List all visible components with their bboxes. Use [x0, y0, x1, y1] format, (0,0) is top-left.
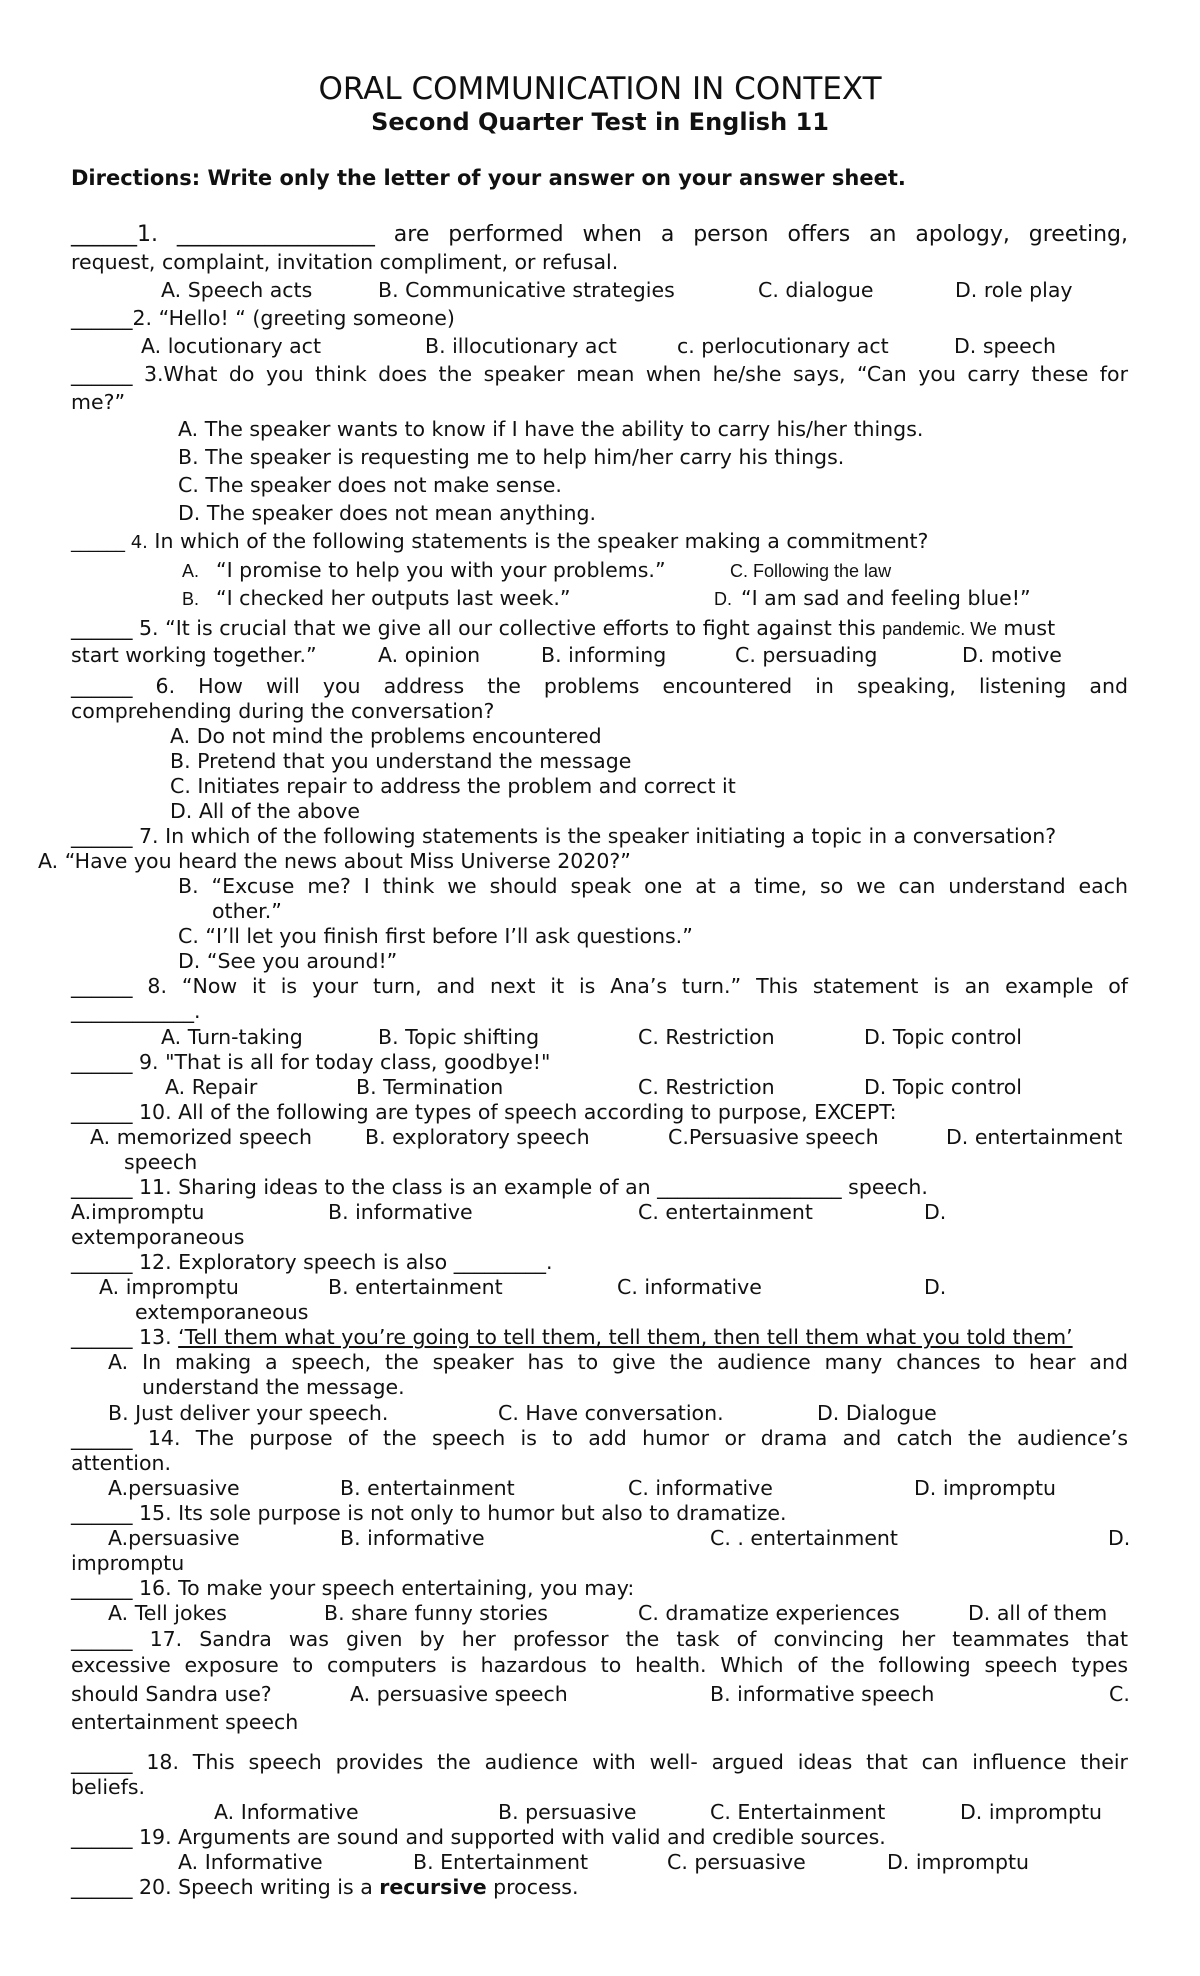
- option-a: A. locutionary act: [141, 334, 321, 358]
- question-text: ____________.: [71, 999, 201, 1023]
- option-b: B. share funny stories: [324, 1601, 548, 1625]
- question-text: [71, 531, 928, 552]
- question-text: beliefs.: [71, 1775, 146, 1799]
- question-text: ______ 9. "That is all for today class, goodbye!": [71, 1050, 551, 1074]
- option-b-letter: B.: [182, 589, 200, 609]
- directions: Directions: Write only the letter of your answer on your answer sheet.: [71, 166, 906, 190]
- option-d: D. entertainment: [946, 1125, 1123, 1149]
- option-d: D. motive: [962, 643, 1062, 667]
- question-text: ______ 3.What do you think does the speaker mean when he/she says, “Can you carry these for: [71, 362, 1128, 386]
- option-d-continued: extemporaneous: [71, 1225, 245, 1249]
- question-text: [71, 1877, 578, 1898]
- question-stem: In which of the following statements is the speaker making a commitment?: [147, 529, 929, 553]
- option-b: B. persuasive: [498, 1800, 637, 1824]
- question-number: ______ 4.: [71, 532, 148, 553]
- option-d: D. Topic control: [864, 1075, 1022, 1099]
- option-a: A. impromptu: [99, 1275, 239, 1299]
- option-c: C. entertainment: [638, 1200, 813, 1224]
- option-d-continued: speech: [124, 1150, 198, 1174]
- question-stem-end: must: [996, 616, 1056, 640]
- question-text: ______ 16. To make your speech entertaining, you may:: [71, 1576, 635, 1600]
- question-text: ______2. “Hello! “ (greeting someone): [71, 306, 455, 330]
- option-d: D. Topic control: [864, 1025, 1022, 1049]
- option-a: A. memorized speech: [90, 1125, 312, 1149]
- question-text: ______ 18. This speech provides the audience with well- argued ideas that can influence their: [71, 1750, 1128, 1774]
- option-d-continued: extemporaneous: [135, 1300, 309, 1324]
- question-text: request, complaint, invitation compliment, or refusal.: [71, 250, 619, 274]
- option-c: C. dramatize experiences: [638, 1601, 900, 1625]
- question-text: ______1. __________________ are performed when a person offers an apology, greeting,: [71, 222, 1128, 247]
- option-c: C. Restriction: [638, 1075, 775, 1099]
- option-a: A. opinion: [378, 643, 481, 667]
- option-c: C. The speaker does not make sense.: [178, 473, 562, 497]
- question-text: me?”: [71, 390, 126, 414]
- option-a: A.persuasive: [108, 1476, 240, 1500]
- question-text: ______ 17. Sandra was given by her professor the task of convincing her teammates that: [71, 1627, 1128, 1651]
- option-d: D. All of the above: [170, 799, 361, 823]
- option-c-continued: entertainment speech: [71, 1710, 299, 1734]
- option-a-continued: understand the message.: [142, 1375, 405, 1399]
- option-c: C. dialogue: [758, 278, 874, 302]
- option-b: B. The speaker is requesting me to help him/her carry his things.: [178, 445, 845, 469]
- option-a: A. Tell jokes: [108, 1601, 227, 1625]
- question-stem: ______ 5. “It is crucial that we give all our collective efforts to fight against this: [71, 616, 883, 640]
- option-d: “I am sad and feeling blue!”: [741, 586, 1031, 610]
- page-title: ORAL COMMUNICATION IN CONTEXT: [318, 71, 882, 107]
- question-quote: ‘Tell them what you’re going to tell them, tell them, then tell them what you told them’: [178, 1325, 1073, 1349]
- option-b: B. entertainment: [328, 1275, 503, 1299]
- question-text: ______ 7. In which of the following statements is the speaker initiating a topic in a conversation?: [71, 824, 1057, 848]
- question-text: start working together.”: [71, 643, 317, 667]
- option-a: A. Speech acts: [161, 278, 313, 302]
- question-text: ______ 6. How will you address the problems encountered in speaking, listening and: [71, 674, 1128, 698]
- question-text: [71, 1327, 1073, 1348]
- question-text: ______ 12. Exploratory speech is also _________.: [71, 1250, 553, 1274]
- question-text: ______ 14. The purpose of the speech is to add humor or drama and catch the audience’s: [71, 1426, 1128, 1450]
- option-b: B. Termination: [356, 1075, 504, 1099]
- option-c: C. Following the law: [730, 561, 892, 581]
- option-a: A. Repair: [165, 1075, 258, 1099]
- option-b: B. informing: [541, 643, 667, 667]
- option-d: D.: [924, 1200, 947, 1224]
- option-c: C. . entertainment: [710, 1526, 898, 1550]
- option-d: D. The speaker does not mean anything.: [178, 501, 597, 525]
- question-stem-small: pandemic. We: [882, 619, 997, 639]
- option-b: B. informative: [340, 1526, 485, 1550]
- question-text: should Sandra use?: [71, 1682, 272, 1706]
- option-d: D. all of them: [968, 1601, 1108, 1625]
- question-text: ______ 19. Arguments are sound and supported with valid and credible sources.: [71, 1825, 886, 1849]
- option-c: C.: [1109, 1682, 1130, 1706]
- option-d: D. speech: [954, 334, 1056, 358]
- option-b-continued: other.”: [212, 899, 282, 923]
- option-d: D. impromptu: [960, 1800, 1103, 1824]
- option-c: C.Persuasive speech: [668, 1125, 879, 1149]
- option-b: B. “Excuse me? I think we should speak one at a time, so we can understand each: [178, 874, 1128, 898]
- option-b: B. illocutionary act: [425, 334, 617, 358]
- option-b: B. Pretend that you understand the message: [170, 749, 632, 773]
- option-b: B. Entertainment: [413, 1850, 589, 1874]
- option-a-letter: A.: [182, 561, 200, 581]
- option-a: A. The speaker wants to know if I have the ability to carry his/her things.: [178, 417, 924, 441]
- option-a: A. Turn-taking: [161, 1025, 303, 1049]
- question-stem-end: process.: [486, 1875, 579, 1899]
- option-c: C. “I’ll let you finish first before I’ll ask questions.”: [178, 924, 693, 948]
- question-stem: ______ 20. Speech writing is a: [71, 1875, 380, 1899]
- option-d: D. impromptu: [887, 1850, 1030, 1874]
- emphasis-word: recursive: [379, 1875, 487, 1899]
- question-text: ______ 15. Its sole purpose is not only to humor but also to dramatize.: [71, 1501, 787, 1525]
- option-b: B. Communicative strategies: [378, 278, 675, 302]
- option-a: A. Do not mind the problems encountered: [170, 724, 602, 748]
- option-a: A. Informative: [178, 1850, 323, 1874]
- option-d: D. impromptu: [914, 1476, 1057, 1500]
- option-c: C. Have conversation.: [498, 1401, 724, 1425]
- option-c: C. informative: [617, 1275, 762, 1299]
- option-d-continued: impromptu: [71, 1551, 185, 1575]
- question-text: excessive exposure to computers is hazardous to health. Which of the following speech types: [71, 1653, 1128, 1677]
- option-d: D. Dialogue: [817, 1401, 937, 1425]
- option-c: C. Initiates repair to address the problem and correct it: [170, 774, 736, 798]
- option-a: A. persuasive speech: [350, 1682, 568, 1706]
- option-a: A.persuasive: [108, 1526, 240, 1550]
- option-c: C. Restriction: [638, 1025, 775, 1049]
- question-text: comprehending during the conversation?: [71, 699, 495, 723]
- option-a: A. In making a speech, the speaker has to give the audience many chances to hear and: [108, 1350, 1128, 1374]
- option-b: “I checked her outputs last week.”: [216, 586, 571, 610]
- option-c: C. Entertainment: [710, 1800, 886, 1824]
- option-d: D.: [1108, 1526, 1131, 1550]
- option-a: A. “Have you heard the news about Miss Universe 2020?”: [38, 849, 631, 873]
- option-a: “I promise to help you with your problems.”: [216, 558, 666, 582]
- option-c: C. persuading: [735, 643, 878, 667]
- option-c: C. persuasive: [667, 1850, 806, 1874]
- option-d: D.: [924, 1275, 947, 1299]
- option-c: c. perlocutionary act: [677, 334, 889, 358]
- option-b: B. entertainment: [340, 1476, 515, 1500]
- question-text: ______ 10. All of the following are types of speech according to purpose, EXCEPT:: [71, 1100, 897, 1124]
- question-text: [71, 618, 1055, 639]
- option-b: B. exploratory speech: [365, 1125, 590, 1149]
- page-subtitle: Second Quarter Test in English 11: [371, 108, 829, 136]
- option-b: B. Just deliver your speech.: [108, 1401, 389, 1425]
- question-text: ______ 11. Sharing ideas to the class is an example of an __________________ speech.: [71, 1175, 928, 1199]
- option-d: D. role play: [955, 278, 1073, 302]
- question-number: ______ 13.: [71, 1325, 179, 1349]
- question-text: ______ 8. “Now it is your turn, and next it is Ana’s turn.” This statement is an example of: [71, 974, 1128, 998]
- question-text: attention.: [71, 1451, 172, 1475]
- option-c: C. informative: [628, 1476, 773, 1500]
- option-a: A.impromptu: [71, 1200, 205, 1224]
- option-b: B. informative speech: [710, 1682, 935, 1706]
- option-b: B. informative: [328, 1200, 473, 1224]
- option-d: D. “See you around!”: [178, 949, 398, 973]
- option-a: A. Informative: [214, 1800, 359, 1824]
- option-d-letter: D.: [714, 589, 732, 609]
- option-b: B. Topic shifting: [378, 1025, 540, 1049]
